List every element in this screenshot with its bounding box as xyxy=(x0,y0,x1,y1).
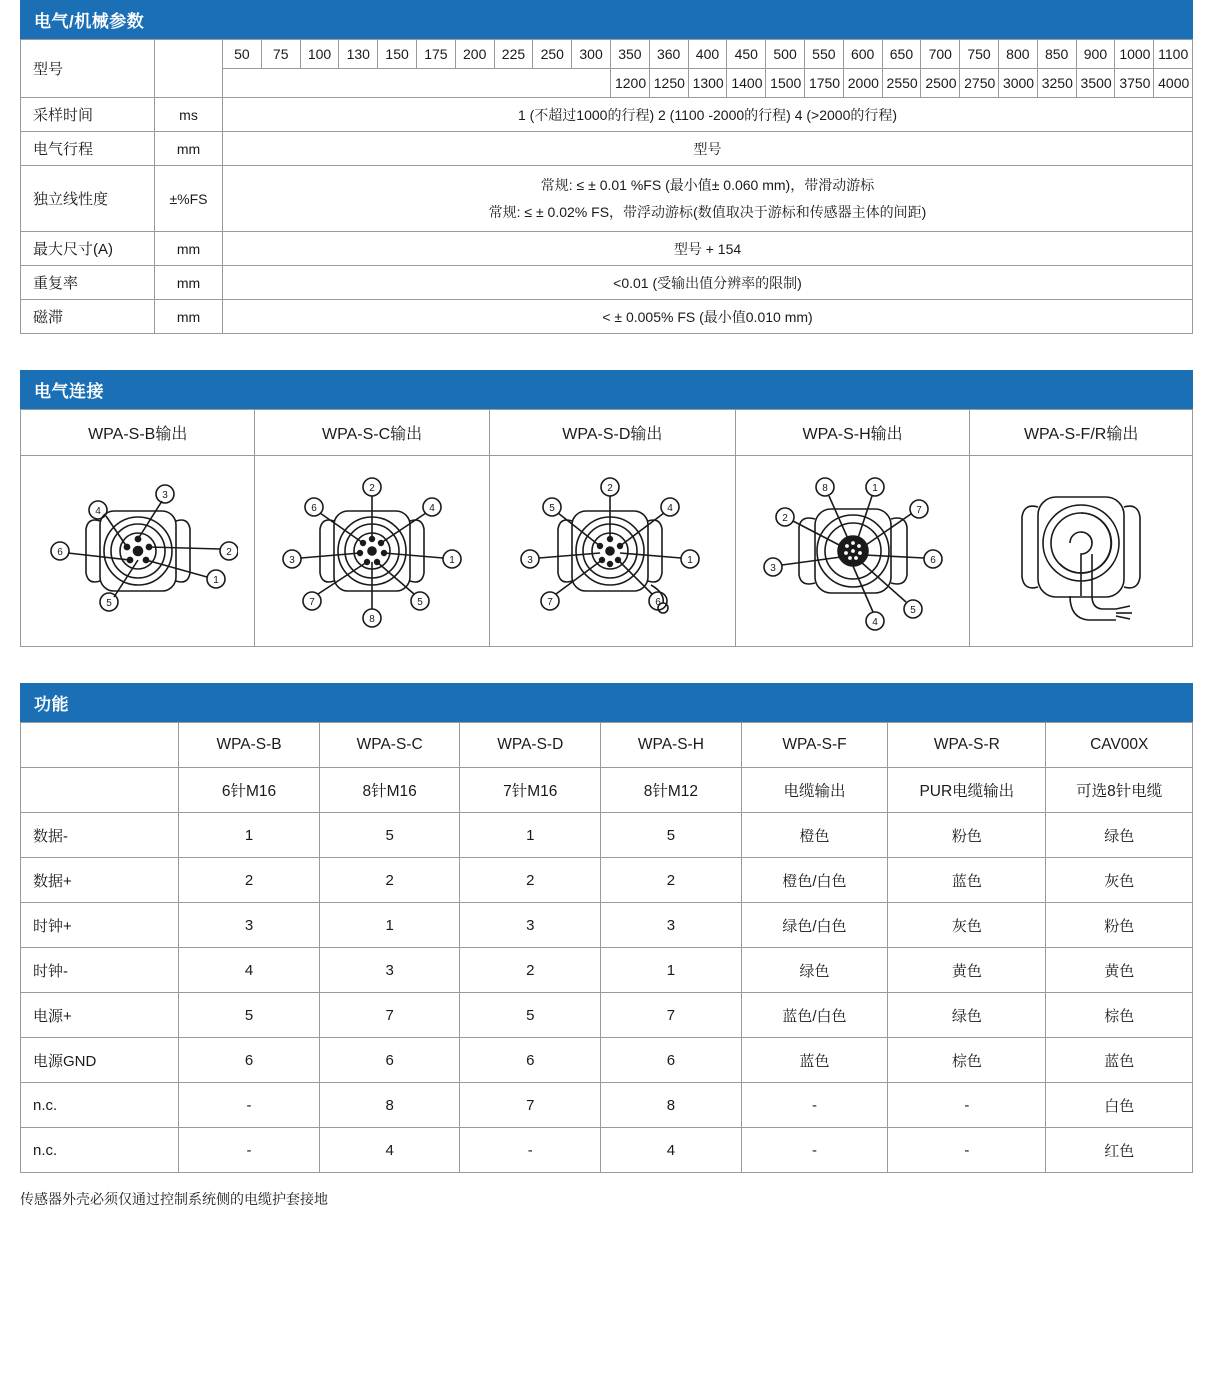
function-header-cell: WPA-S-C xyxy=(319,723,460,768)
spec-value-line1: 常规: ≤ ± 0.01 %FS (最小值± 0.060 mm)，带滑动游标 xyxy=(540,177,875,193)
function-subheader-row xyxy=(21,768,1193,813)
svg-text:7: 7 xyxy=(309,597,315,609)
function-cell: 6 xyxy=(179,1038,320,1083)
model-value: 650 xyxy=(882,40,921,69)
connection-titles-row xyxy=(21,410,1193,456)
spec-value: 1 (不超过1000的行程) 2 (1100 -2000的行程) 4 (>2000的行程) xyxy=(223,98,1193,132)
function-cell: 6 xyxy=(460,1038,601,1083)
function-cell: 蓝色 xyxy=(741,1038,888,1083)
function-cell: - xyxy=(179,1128,320,1173)
model-value: 2000 xyxy=(843,69,882,98)
connection-title: WPA-S-B输出 xyxy=(21,410,255,456)
function-cell: 黄色 xyxy=(1046,948,1193,993)
function-cell: 4 xyxy=(601,1128,742,1173)
svg-text:1: 1 xyxy=(687,555,693,567)
spec-value: < ± 0.005% FS (最小值0.010 mm) xyxy=(223,300,1193,334)
model-value: 1000 xyxy=(1115,40,1154,69)
model-value: 200 xyxy=(455,40,494,69)
svg-text:6: 6 xyxy=(929,555,936,567)
function-cell: 7 xyxy=(460,1083,601,1128)
function-cell: 3 xyxy=(460,903,601,948)
model-value: 1500 xyxy=(766,69,805,98)
model-value: 1100 xyxy=(1154,40,1193,69)
model-value: 3750 xyxy=(1115,69,1154,98)
function-cell: 蓝色 xyxy=(1046,1038,1193,1083)
model-value: 75 xyxy=(261,40,300,69)
svg-text:4: 4 xyxy=(871,617,878,629)
model-value: 2550 xyxy=(882,69,921,98)
function-cell: 2 xyxy=(460,858,601,903)
table-row xyxy=(21,266,1193,300)
svg-text:5: 5 xyxy=(105,598,112,610)
model-value: 3250 xyxy=(1037,69,1076,98)
function-cell: 棕色 xyxy=(1046,993,1193,1038)
svg-text:6: 6 xyxy=(311,503,317,515)
model-value: 4000 xyxy=(1154,69,1193,98)
svg-text:8: 8 xyxy=(821,483,828,495)
spec-value: <0.01 (受输出值分辨率的限制) xyxy=(223,266,1193,300)
svg-text:4: 4 xyxy=(94,506,101,518)
model-value: 550 xyxy=(804,40,843,69)
function-cell: 6 xyxy=(601,1038,742,1083)
spec-label: 重复率 xyxy=(21,266,155,300)
function-cell: 8 xyxy=(601,1083,742,1128)
function-cell: 4 xyxy=(179,948,320,993)
model-value: 450 xyxy=(727,40,766,69)
function-row-label: n.c. xyxy=(21,1083,179,1128)
function-cell: 黄色 xyxy=(888,948,1046,993)
model-value: 100 xyxy=(300,40,339,69)
function-cell: 粉色 xyxy=(1046,903,1193,948)
model-value: 3000 xyxy=(998,69,1037,98)
connector-6pin-icon xyxy=(21,456,255,647)
function-cell: 5 xyxy=(601,813,742,858)
model-value: 1250 xyxy=(649,69,688,98)
function-header-cell xyxy=(21,723,179,768)
function-row-label: 电源GND xyxy=(21,1038,179,1083)
function-cell: - xyxy=(888,1083,1046,1128)
connection-images-row xyxy=(21,456,1193,647)
model-value: 350 xyxy=(610,40,649,69)
function-cell: 灰色 xyxy=(1046,858,1193,903)
function-subheader-cell: 8针M12 xyxy=(601,768,742,813)
function-cell: 1 xyxy=(601,948,742,993)
function-cell: 蓝色 xyxy=(888,858,1046,903)
svg-text:7: 7 xyxy=(915,505,922,517)
function-header-cell: WPA-S-B xyxy=(179,723,320,768)
function-subheader-cell: 可选8针电缆 xyxy=(1046,768,1193,813)
function-cell: 7 xyxy=(601,993,742,1038)
model-label: 型号 xyxy=(21,40,155,98)
function-cell: 5 xyxy=(319,813,460,858)
function-cell: 2 xyxy=(601,858,742,903)
function-cell: 橙色/白色 xyxy=(741,858,888,903)
table-row xyxy=(21,98,1193,132)
svg-text:1: 1 xyxy=(871,483,878,495)
table-row xyxy=(21,948,1193,993)
model-value: 1300 xyxy=(688,69,727,98)
function-cell: 绿色 xyxy=(1046,813,1193,858)
model-blank-cell xyxy=(223,69,611,98)
function-cell: 粉色 xyxy=(888,813,1046,858)
model-value: 300 xyxy=(572,40,611,69)
connection-section-header: 电气连接 xyxy=(20,370,1193,409)
spec-label: 独立线性度 xyxy=(21,166,155,232)
svg-text:2: 2 xyxy=(369,483,375,495)
connection-title: WPA-S-D输出 xyxy=(489,410,735,456)
function-cell: 5 xyxy=(460,993,601,1038)
footnote: 传感器外壳必须仅通过控制系统侧的电缆护套接地 xyxy=(20,1191,328,1208)
svg-text:4: 4 xyxy=(667,503,673,515)
function-row-label: 数据- xyxy=(21,813,179,858)
function-cell: 3 xyxy=(319,948,460,993)
connection-title: WPA-S-H输出 xyxy=(735,410,969,456)
connector-8pin-icon xyxy=(255,456,489,647)
model-value: 50 xyxy=(223,40,262,69)
spec-unit: mm xyxy=(155,232,223,266)
svg-text:4: 4 xyxy=(429,503,435,515)
function-cell: 4 xyxy=(319,1128,460,1173)
svg-text:1: 1 xyxy=(212,575,219,587)
function-section-header: 功能 xyxy=(20,683,1193,722)
function-subheader-cell xyxy=(21,768,179,813)
table-row xyxy=(21,132,1193,166)
connection-section xyxy=(20,370,1193,647)
function-cell: 蓝色/白色 xyxy=(741,993,888,1038)
function-cell: 3 xyxy=(601,903,742,948)
function-cell: 红色 xyxy=(1046,1128,1193,1173)
function-cell: 绿色/白色 xyxy=(741,903,888,948)
cable-output-icon xyxy=(970,456,1193,647)
svg-text:6: 6 xyxy=(56,547,63,559)
svg-text:2: 2 xyxy=(225,547,232,559)
model-value: 750 xyxy=(960,40,999,69)
svg-text:3: 3 xyxy=(769,563,776,575)
model-value: 500 xyxy=(766,40,805,69)
function-row-label: n.c. xyxy=(21,1128,179,1173)
function-subheader-cell: 电缆输出 xyxy=(741,768,888,813)
function-cell: 橙色 xyxy=(741,813,888,858)
function-subheader-cell: 8针M16 xyxy=(319,768,460,813)
model-value: 150 xyxy=(378,40,417,69)
specs-table xyxy=(20,39,1193,334)
spec-unit: mm xyxy=(155,132,223,166)
function-cell: 5 xyxy=(179,993,320,1038)
svg-text:6: 6 xyxy=(655,597,661,609)
spec-label: 采样时间 xyxy=(21,98,155,132)
function-cell: 灰色 xyxy=(888,903,1046,948)
function-cell: 2 xyxy=(179,858,320,903)
function-cell: 绿色 xyxy=(741,948,888,993)
connector-8pin-m12-icon xyxy=(735,456,969,647)
svg-text:5: 5 xyxy=(417,597,423,609)
model-value: 2500 xyxy=(921,69,960,98)
spec-label: 磁滞 xyxy=(21,300,155,334)
function-cell: - xyxy=(460,1128,601,1173)
model-unit-cell xyxy=(155,40,223,98)
table-row xyxy=(21,166,1193,232)
model-value: 2750 xyxy=(960,69,999,98)
svg-text:5: 5 xyxy=(909,605,916,617)
function-row-label: 时钟- xyxy=(21,948,179,993)
table-row xyxy=(21,1128,1193,1173)
connection-title: WPA-S-C输出 xyxy=(255,410,489,456)
table-row xyxy=(21,1038,1193,1083)
svg-text:2: 2 xyxy=(607,483,613,495)
model-value: 850 xyxy=(1037,40,1076,69)
function-table xyxy=(20,722,1193,1173)
spec-unit: ms xyxy=(155,98,223,132)
function-header-cell: WPA-S-H xyxy=(601,723,742,768)
model-value: 700 xyxy=(921,40,960,69)
model-value: 1750 xyxy=(804,69,843,98)
svg-text:3: 3 xyxy=(527,555,533,567)
function-cell: 2 xyxy=(460,948,601,993)
svg-text:1: 1 xyxy=(449,555,455,567)
function-cell: 1 xyxy=(319,903,460,948)
svg-text:3: 3 xyxy=(161,490,168,502)
function-cell: 白色 xyxy=(1046,1083,1193,1128)
function-header-cell: WPA-S-F xyxy=(741,723,888,768)
function-cell: - xyxy=(741,1083,888,1128)
svg-text:2: 2 xyxy=(781,513,788,525)
svg-text:8: 8 xyxy=(369,614,375,626)
function-cell: 8 xyxy=(319,1083,460,1128)
spec-unit: ±%FS xyxy=(155,166,223,232)
function-cell: - xyxy=(741,1128,888,1173)
model-value: 900 xyxy=(1076,40,1115,69)
model-value: 1400 xyxy=(727,69,766,98)
function-cell: 2 xyxy=(319,858,460,903)
spec-label: 电气行程 xyxy=(21,132,155,166)
model-value: 1200 xyxy=(610,69,649,98)
function-cell: 棕色 xyxy=(888,1038,1046,1083)
table-row xyxy=(21,858,1193,903)
table-row xyxy=(21,903,1193,948)
function-cell: - xyxy=(888,1128,1046,1173)
table-row xyxy=(21,993,1193,1038)
function-cell: - xyxy=(179,1083,320,1128)
function-header-cell: WPA-S-R xyxy=(888,723,1046,768)
spec-value-line2: 常规: ≤ ± 0.02% FS，带浮动游标(数值取决于游标和传感器主体的间距) xyxy=(488,203,927,220)
function-section xyxy=(20,683,1193,1173)
function-cell: 3 xyxy=(179,903,320,948)
specs-section xyxy=(20,0,1193,334)
svg-text:5: 5 xyxy=(549,503,555,515)
function-cell: 1 xyxy=(460,813,601,858)
model-value: 130 xyxy=(339,40,378,69)
spec-unit: mm xyxy=(155,300,223,334)
function-header-cell: CAV00X xyxy=(1046,723,1193,768)
spec-value: 型号 + 154 xyxy=(223,232,1193,266)
function-subheader-cell: 6针M16 xyxy=(179,768,320,813)
spec-label: 最大尺寸(A) xyxy=(21,232,155,266)
function-cell: 1 xyxy=(179,813,320,858)
model-value: 600 xyxy=(843,40,882,69)
specs-section-header: 电气/机械参数 xyxy=(20,0,1193,39)
model-value: 225 xyxy=(494,40,533,69)
function-cell: 绿色 xyxy=(888,993,1046,1038)
spec-value-multiline xyxy=(223,166,1193,232)
connection-table xyxy=(20,409,1193,647)
model-value: 400 xyxy=(688,40,727,69)
function-header-row xyxy=(21,723,1193,768)
function-row-label: 数据+ xyxy=(21,858,179,903)
connector-7pin-icon xyxy=(489,456,735,647)
connection-title: WPA-S-F/R输出 xyxy=(970,410,1193,456)
table-row xyxy=(21,300,1193,334)
svg-text:7: 7 xyxy=(547,597,553,609)
function-row-label: 电源+ xyxy=(21,993,179,1038)
function-subheader-cell: 7针M16 xyxy=(460,768,601,813)
svg-text:3: 3 xyxy=(289,555,295,567)
model-value: 360 xyxy=(649,40,688,69)
model-value: 800 xyxy=(998,40,1037,69)
function-header-cell: WPA-S-D xyxy=(460,723,601,768)
function-cell: 6 xyxy=(319,1038,460,1083)
spec-value: 型号 xyxy=(223,132,1193,166)
function-cell: 7 xyxy=(319,993,460,1038)
table-row xyxy=(21,1083,1193,1128)
model-value: 250 xyxy=(533,40,572,69)
table-row xyxy=(21,232,1193,266)
table-row xyxy=(21,40,1193,69)
function-row-label: 时钟+ xyxy=(21,903,179,948)
spec-unit: mm xyxy=(155,266,223,300)
function-subheader-cell: PUR电缆输出 xyxy=(888,768,1046,813)
table-row xyxy=(21,813,1193,858)
model-value: 3500 xyxy=(1076,69,1115,98)
model-value: 175 xyxy=(416,40,455,69)
